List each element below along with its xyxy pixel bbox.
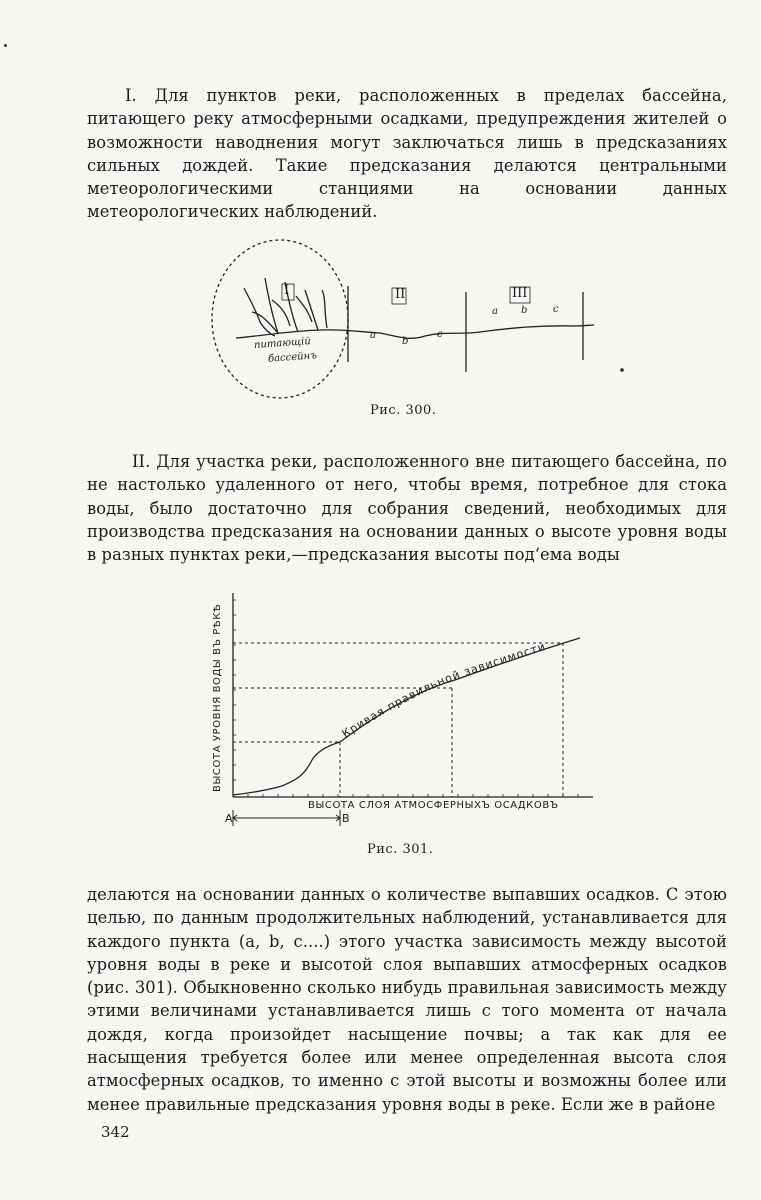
point-a-zone2: a (370, 330, 376, 341)
page-number: 342 (101, 1123, 130, 1141)
point-c-zone2: c (437, 329, 443, 340)
tributary (296, 296, 312, 322)
point-c-zone3: c (553, 304, 559, 315)
tributary (305, 290, 318, 330)
river-line (236, 325, 594, 338)
tributary (252, 312, 278, 333)
zone-label-1: I (284, 283, 290, 298)
dependency-curve (233, 638, 580, 795)
tributary (272, 300, 290, 326)
basin-label-2: бассейнъ (267, 350, 318, 365)
zone-label-2: II (395, 287, 406, 302)
point-a-label: A (225, 812, 233, 825)
point-a-zone3: a (492, 306, 498, 317)
tributary (265, 278, 278, 333)
caption-figure-300: Рис. 300. (370, 403, 437, 418)
paragraph-1: I. Для пунктов реки, расположенных в пределах бассейна, питающего реку атмосферными осадками, предупреждения жителей о возможности наводнения могут заключаться лишь в предсказаниях сильных дождей. Такие предсказания делаются центральными метеорологическими станциями на основании данных метеорологических наблюдений. (87, 86, 727, 222)
basin-circle (212, 240, 348, 398)
y-axis-label: ВЫСОТА УРОВНЯ ВОДЫ ВЪ РѢКѢ (212, 603, 223, 792)
x-axis-label: ВЫСОТА СЛОЯ АТМОСФЕРНЫХЪ ОСАДКОВЪ (308, 800, 559, 811)
basin-label-1: питающій (253, 336, 312, 351)
paragraph-3: делаются на основании данных о количестве выпавших осадков. С этою целью, по данным продолжительных наблюдений, устанавливается для каждого пункта (a, b, c....) этого участка зависимость между высотой уровня воды в реке и высотой слоя выпавших атмосферных осадков (рис. 301). Обыкновенно сколько нибудь правильная зависимость между этими величинами устанавливается лишь с того момента от начала дождя, когда произойдет насыщение почвы; а так как для ее насыщения требуется более или менее определенная высота слоя атмосферных осадков, то именно с этой высоты и возможны более или менее правильные предсказания уровня воды в реке. Если же в районе (87, 885, 727, 1114)
point-b-label: B (342, 812, 350, 825)
point-b-zone3: b (521, 305, 528, 316)
zone-label-3: III (512, 286, 528, 301)
tributary (322, 290, 327, 328)
point-b-zone2: b (402, 336, 409, 347)
curve-label: Кривая правильной зависимости (339, 639, 548, 741)
margin-mark (4, 44, 7, 47)
caption-figure-301: Рис. 301. (367, 842, 434, 857)
tributary (244, 288, 275, 336)
paragraph-2: II. Для участка реки, расположенного вне питающего бассейна, по не настолько удаленного от него, чтобы время, потребное для стока воды, было достаточно для собрания сведений, необходимых для производства предсказания на основании данных о высоте уровня воды в разных пунктах реки,—предсказания высоты под‘ема воды (87, 452, 727, 565)
